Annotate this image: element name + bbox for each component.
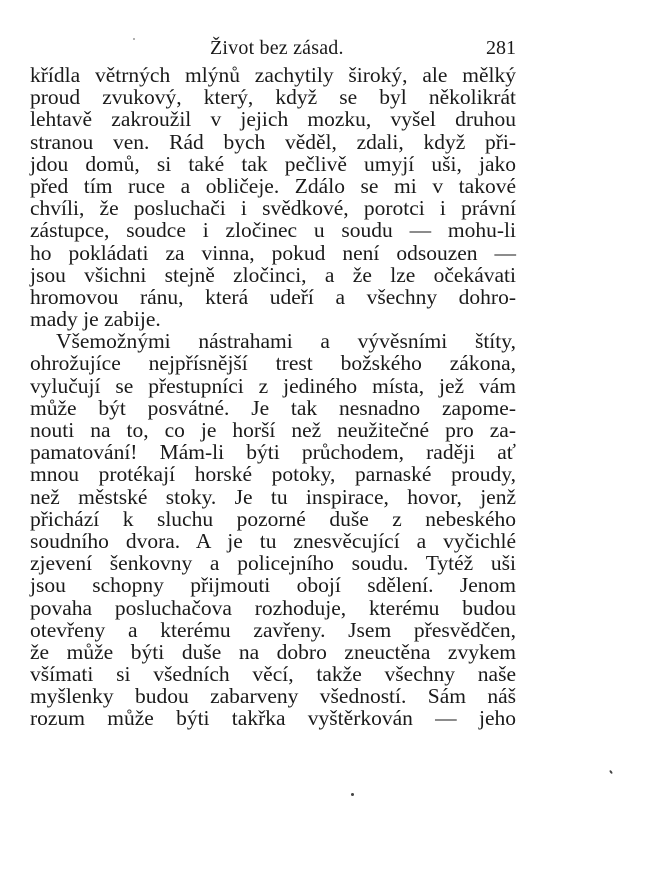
- text-line: soudního dvora. A je tu znesvěcující a vyčichlé: [30, 528, 516, 553]
- text-line: křídla větrných mlýnů zachytily široký, ale mělký: [30, 63, 516, 87]
- text-line: než městské stoky. Je tu inspirace, hovor, jenž: [30, 484, 516, 509]
- text-line: hromovou ránu, která udeří a všechny dohro-: [30, 284, 516, 309]
- text-line: lehtavě zakroužil v jejich mozku, vyšel druhou: [30, 107, 516, 132]
- text-line: mnou protékají horské potoky, parnaské proudy,: [30, 462, 516, 487]
- ink-speck: [351, 793, 354, 796]
- body-text: [30, 64, 516, 730]
- text-line: proud zvukový, který, když se byl několikrát: [30, 85, 516, 110]
- text-line: mady je zabije.: [30, 307, 161, 332]
- page-header: [30, 36, 516, 60]
- text-line: ho pokládati za vinna, pokud není odsouzen —: [30, 240, 516, 265]
- running-title: Život bez zásad.: [210, 37, 344, 59]
- text-line: ohrožujíce nejpřísnější trest božského zákona,: [30, 351, 516, 376]
- text-line: myšlenky budou zabarveny všedností. Sám náš: [30, 684, 516, 709]
- text-line: jsou schopny přijmouti obojí sdělení. Jenom: [30, 573, 516, 598]
- text-line: jdou domů, si také tak pečlivě umyjí uši, jako: [30, 151, 516, 176]
- text-line: může být posvátné. Je tak nesnadno zapome-: [30, 395, 516, 420]
- text-line: vylučují se přestupníci z jediného místa, jež vám: [30, 373, 516, 398]
- text-line: rozum může býti takřka vyštěrkován — jeho: [30, 706, 516, 731]
- text-line: chvíli, že posluchači i svědkové, porotci i právní: [30, 196, 516, 221]
- text-line: otevřeny a kterému zavřeny. Jsem přesvědčen,: [30, 617, 516, 642]
- text-line: jsou všichni stejně zločinci, a že lze očekávati: [30, 262, 516, 287]
- text-line: zjevení šenkovny a policejního soudu. Tytéž uši: [30, 551, 516, 576]
- text-line: povaha posluchačova rozhoduje, kterému budou: [30, 595, 516, 620]
- text-line: zástupce, soudce i zločinec u soudu — mohu-li: [30, 218, 516, 243]
- text-line: že může býti duše na dobro zneuctěna zvykem: [30, 639, 516, 664]
- text-line: přichází k sluchu pozorné duše z nebeského: [30, 506, 516, 531]
- ink-speck: [609, 770, 613, 774]
- page-number: 281: [486, 37, 516, 59]
- text-line: všímati si všedních věcí, takže všechny naše: [30, 662, 516, 687]
- text-line: pamatování! Mám-li býti průchodem, raději ať: [30, 440, 516, 465]
- text-line: před tím ruce a obličeje. Zdálo se mi v takové: [30, 173, 516, 198]
- text-line: nouti na to, co je horší než neužitečné pro za-: [30, 418, 516, 442]
- text-line: Všemožnými nástrahami a vývěsními štíty,: [56, 329, 516, 354]
- text-line: stranou ven. Rád bych věděl, zdali, když při-: [30, 129, 516, 154]
